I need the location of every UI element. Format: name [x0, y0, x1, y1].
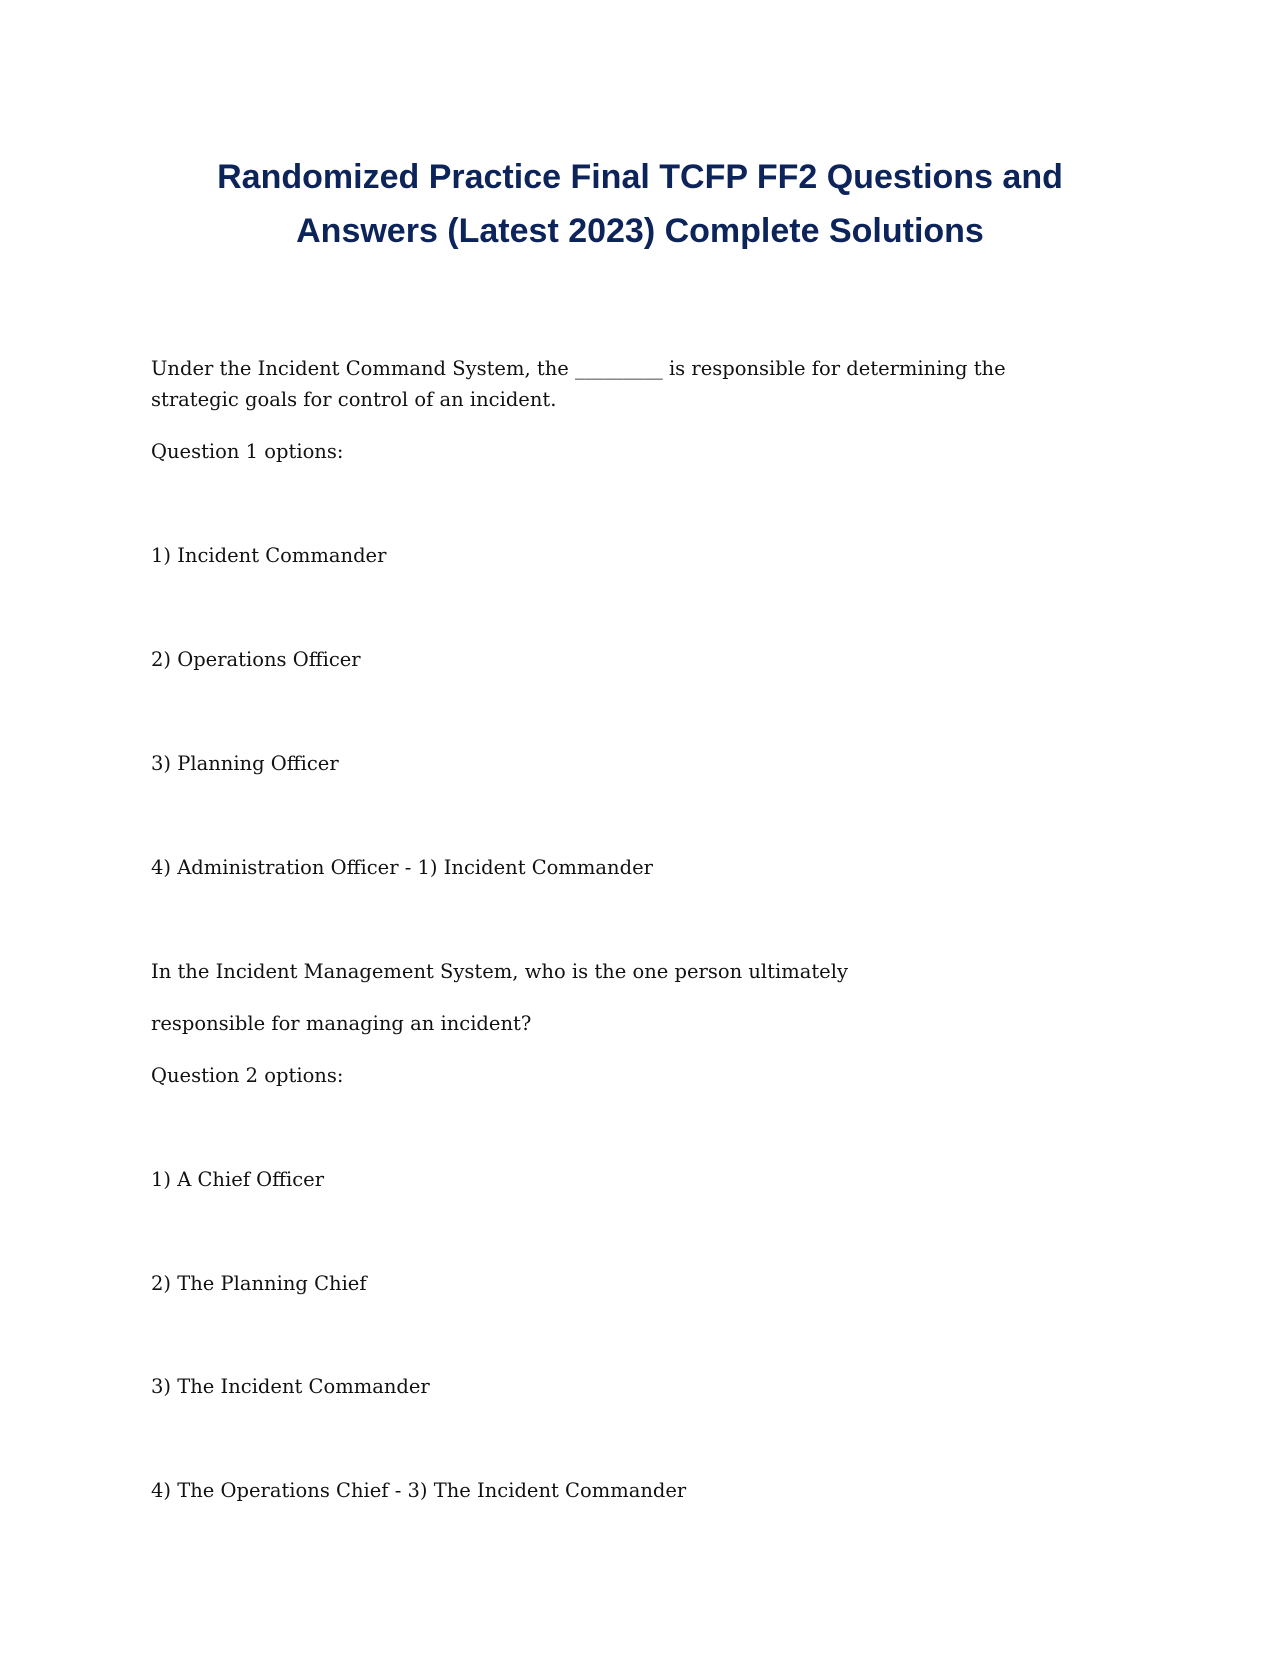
title-line-1: Randomized Practice Final TCFP FF2 Questions and: [217, 158, 1063, 196]
question-2-option-4-answer: 4) The Operations Chief - 3) The Incident Commander: [151, 1479, 687, 1502]
question-1-option-3: 3) Planning Officer: [151, 752, 339, 775]
question-2-options-label: Question 2 options:: [151, 1064, 344, 1087]
question-1-option-4-answer: 4) Administration Officer - 1) Incident Commander: [151, 856, 653, 879]
question-2-option-2: 2) The Planning Chief: [151, 1272, 367, 1295]
question-1-option-1: 1) Incident Commander: [151, 544, 387, 567]
question-2-prompt-line-1: In the Incident Management System, who is the one person ultimately: [151, 960, 848, 983]
question-1-options-label: Question 1 options:: [151, 440, 344, 463]
question-2-option-1: 1) A Chief Officer: [151, 1168, 325, 1191]
question-1-option-2: 2) Operations Officer: [151, 648, 361, 671]
document-title: [120, 150, 1160, 258]
title-line-2: Answers (Latest 2023) Complete Solutions: [296, 212, 984, 250]
question-2-option-3: 3) The Incident Commander: [151, 1375, 430, 1398]
question-2-prompt-line-2: responsible for managing an incident?: [151, 1012, 532, 1035]
question-1-prompt: Under the Incident Command System, the _________ is responsible for determining the strategic goals for control of an incident.: [151, 357, 1006, 411]
